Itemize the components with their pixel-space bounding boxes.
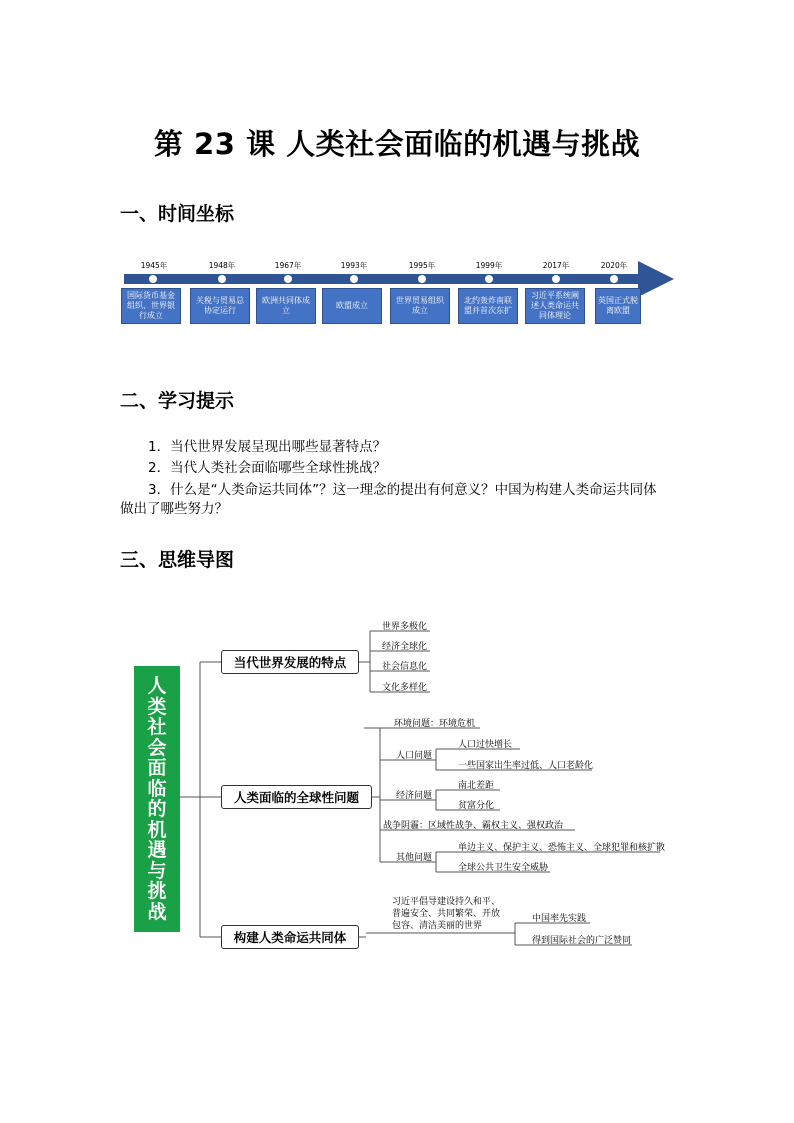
- timeline-event: 习近平系统阐述人类命运共同体理论: [525, 288, 585, 324]
- mindmap-leaf: 世界多极化: [382, 622, 428, 632]
- timeline-event: 英国正式脱离欧盟: [595, 288, 641, 324]
- timeline-event: 北约轰炸南联盟并首次东扩: [458, 288, 518, 324]
- mindmap-leaf: 人口问题: [396, 751, 433, 761]
- timeline-year: 1945年: [140, 261, 168, 270]
- timeline-event: 世界贸易组织成立: [390, 288, 450, 324]
- mindmap-leaf: 文化多样化: [382, 683, 428, 693]
- timeline-event: 欧洲共同体成立: [256, 288, 316, 324]
- timeline-event: 关税与贸易总协定运行: [190, 288, 250, 324]
- timeline-year: 1995年: [408, 261, 436, 270]
- mindmap-leaf: 环境问题：环境危机: [394, 719, 476, 729]
- mindmap-leaf: 得到国际社会的广泛赞同: [532, 936, 632, 946]
- section-heading-timeline: 一、时间坐标: [120, 203, 235, 225]
- mindmap-leaf: 南北差距: [458, 781, 495, 791]
- timeline-event: 国际货币基金组织、世界银行成立: [121, 288, 181, 324]
- question-2: 2．当代人类社会面临哪些全球性挑战？: [148, 460, 387, 476]
- mindmap-leaf: 习近平倡导建设持久和平、 普遍安全、共同繁荣、开放 包容、清洁美丽的世界: [392, 897, 501, 931]
- timeline-year: 1999年: [475, 261, 503, 270]
- mindmap-leaf: 一些国家出生率过低、人口老龄化: [458, 761, 594, 771]
- question-1: 1．当代世界发展呈现出哪些显著特点？: [148, 439, 387, 455]
- timeline-year: 1993年: [340, 261, 368, 270]
- mindmap-leaf: 其他问题: [396, 853, 433, 863]
- question-3-continued: 做出了哪些努力？: [120, 501, 228, 517]
- mindmap-leaf: 人口过快增长: [458, 740, 513, 750]
- mindmap-root-label: 人类社会面临的机遇与挑战: [147, 675, 167, 923]
- question-3: 3．什么是“人类命运共同体”？这一理念的提出有何意义？中国为构建人类命运共同体: [148, 482, 657, 498]
- mindmap-leaf: 战争阴霾：区域性战争、霸权主义、强权政治: [383, 821, 564, 831]
- mindmap-leaf: 中国率先实践: [532, 914, 587, 924]
- mindmap-leaf: 经济全球化: [382, 642, 428, 652]
- mindmap-leaf: 贫富分化: [458, 801, 495, 811]
- timeline-year: 1948年: [208, 261, 236, 270]
- page-title: 第 23 课 人类社会面临的机遇与挑战: [153, 127, 641, 161]
- mindmap-leaf: 全球公共卫生安全威胁: [458, 863, 549, 873]
- timeline-year: 2017年: [542, 261, 570, 270]
- mindmap-leaf: 社会信息化: [382, 662, 428, 672]
- mindmap-branch-community: 构建人类命运共同体: [221, 925, 359, 949]
- mindmap-leaf: 经济问题: [396, 791, 433, 801]
- timeline-year: 1967年: [274, 261, 302, 270]
- timeline-year: 2020年: [600, 261, 628, 270]
- section-heading-mindmap: 三、思维导图: [120, 549, 235, 571]
- mindmap-root: [134, 666, 180, 932]
- section-heading-tips: 二、学习提示: [120, 390, 235, 412]
- timeline-event: 欧盟成立: [322, 288, 382, 324]
- mindmap-leaf: 单边主义、保护主义、恐怖主义、全球犯罪和核扩散: [458, 843, 666, 853]
- mindmap-branch-features: 当代世界发展的特点: [221, 650, 359, 674]
- mindmap-branch-global-issues: 人类面临的全球性问题: [221, 785, 372, 809]
